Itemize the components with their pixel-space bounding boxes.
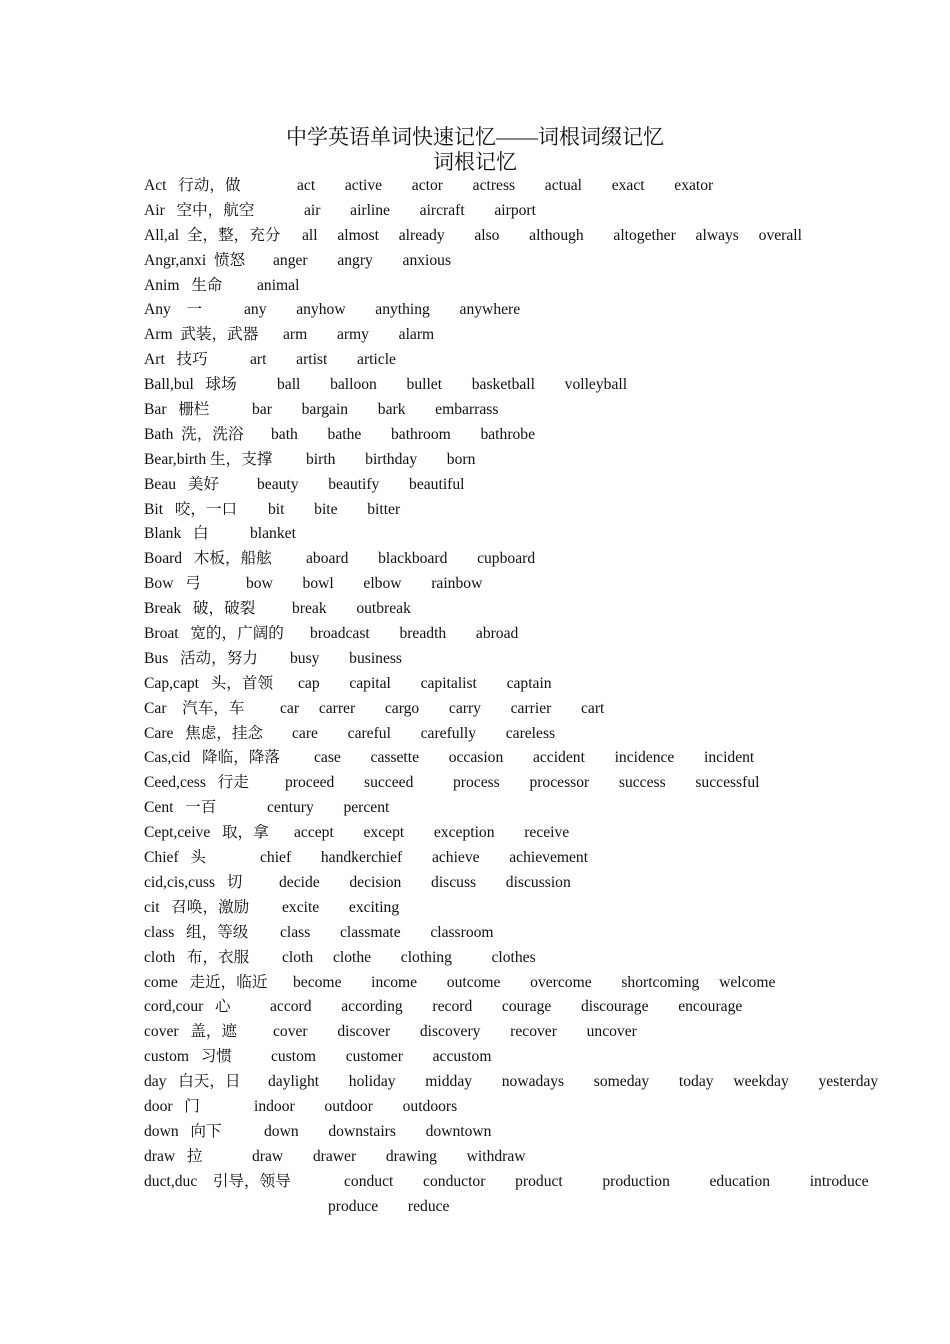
root-label: Act 行动，做 (144, 177, 241, 194)
root-label: Bow 弓 (144, 575, 201, 593)
example-words: class classmate classroom (280, 923, 494, 941)
example-words: century percent (267, 799, 390, 817)
root-label: Bar 栅栏 (144, 401, 210, 419)
root-label: Angr,anxi 愤怒 (144, 251, 246, 269)
list-item (144, 174, 844, 199)
example-words: arm army alarm (283, 326, 435, 344)
example-words: cap capital capitalist captain (298, 674, 552, 692)
example-words: beauty beautify beautiful (257, 475, 465, 493)
example-words: bit bite bitter (268, 500, 401, 518)
example-words: cover discover discovery recover uncover (273, 1023, 637, 1041)
list-item (144, 1145, 844, 1170)
root-label: day 白天，日 (144, 1073, 241, 1091)
list-item (144, 846, 844, 871)
root-label: cid,cis,cuss 切 (144, 873, 243, 891)
root-word-list (144, 174, 879, 1219)
example-words: become income outcome overcome shortcoming welcome (293, 973, 776, 991)
example-words: case cassette occasion accident incidence incident (314, 749, 755, 767)
list-item (144, 348, 844, 373)
example-words: animal (257, 276, 300, 294)
root-label: draw 拉 (144, 1147, 203, 1165)
list-item (144, 597, 844, 622)
example-words: decide decision discuss discussion (279, 873, 571, 891)
example-words: act active actor actress actual exact exator (297, 177, 714, 194)
root-label: Any 一 (144, 301, 203, 319)
root-label: Ball,bul 球场 (144, 376, 237, 394)
example-words: bar bargain bark embarrass (252, 401, 499, 419)
list-item (144, 647, 844, 672)
root-label: Art 技巧 (144, 351, 208, 369)
example-words: accept except exception receive (294, 824, 570, 842)
list-item (144, 946, 844, 971)
list-item (144, 722, 844, 747)
list-item (144, 871, 844, 896)
example-words: bath bathe bathroom bathrobe (271, 425, 536, 443)
example-words: birth birthday born (306, 450, 476, 468)
root-label: Cap,capt 头，首领 (144, 674, 274, 692)
root-label: Board 木板，船舷 (144, 550, 272, 568)
list-item (144, 971, 844, 996)
list-item (144, 448, 844, 473)
list-item (144, 1095, 844, 1120)
root-label: Anim 生命 (144, 276, 223, 294)
example-words: car carrer cargo carry carrier cart (280, 699, 605, 717)
list-item (144, 199, 844, 224)
list-item (144, 572, 844, 597)
root-label: Bath 洗，洗浴 (144, 425, 244, 443)
example-words: blanket (250, 525, 296, 543)
list-item (144, 224, 844, 249)
list-item (144, 1170, 869, 1195)
example-words: indoor outdoor outdoors (254, 1097, 458, 1115)
root-label: cloth 布，衣服 (144, 948, 250, 966)
root-label: Blank 白 (144, 525, 209, 543)
example-words: any anyhow anything anywhere (244, 301, 521, 319)
example-words: busy business (290, 649, 403, 667)
list-item (144, 498, 844, 523)
root-label: All,al 全，整，充分 (144, 226, 281, 244)
root-label: Arm 武装，武器 (144, 326, 259, 344)
example-words: bow bowl elbow rainbow (246, 575, 483, 593)
list-item (144, 274, 844, 299)
root-label: Bit 咬，一口 (144, 500, 238, 518)
example-words: draw drawer drawing withdraw (252, 1147, 526, 1165)
list-item (144, 522, 844, 547)
list-item (144, 1070, 879, 1095)
root-label: Broat 宽的，广阔的 (144, 625, 284, 643)
list-item (144, 622, 844, 647)
list-item (144, 921, 844, 946)
root-label: cord,cour 心 (144, 998, 231, 1016)
example-words: broadcast breadth abroad (310, 625, 519, 643)
root-label: Bear,birth 生，支撑 (144, 450, 273, 468)
root-label: cit 召唤，激励 (144, 898, 250, 916)
example-words: cloth clothe clothing clothes (282, 948, 536, 966)
list-item (144, 796, 844, 821)
example-words: ball balloon bullet basketball volleyball (277, 376, 628, 394)
list-item (144, 398, 844, 423)
root-label: duct,duc 引导，领导 (144, 1172, 291, 1190)
example-words: proceed succeed process processor success successful (285, 774, 760, 792)
example-words: all almost already also although altogether always overall (302, 226, 802, 244)
root-label: Cent 一百 (144, 799, 217, 817)
list-item (144, 323, 844, 348)
root-label: down 向下 (144, 1122, 222, 1140)
list-item (144, 373, 844, 398)
list-item (144, 771, 844, 796)
list-item (144, 423, 844, 448)
example-words: break outbreak (292, 600, 411, 618)
example-words: chief handkerchief achieve achievement (260, 849, 589, 867)
list-item (144, 473, 844, 498)
list-item (144, 1045, 844, 1070)
root-label: cover 盖，遮 (144, 1023, 238, 1041)
list-item (144, 1120, 844, 1145)
example-words: accord according record courage discourage encourage (270, 998, 743, 1016)
root-label: door 门 (144, 1097, 200, 1115)
root-label: Air 空中，航空 (144, 201, 255, 219)
list-item (144, 746, 844, 771)
root-label: Care 焦虑，挂念 (144, 724, 264, 742)
list-item (144, 995, 844, 1020)
section-heading: 词根记忆 (433, 150, 517, 174)
root-label: come 走近，临近 (144, 973, 268, 991)
example-words: air airline aircraft airport (304, 201, 536, 219)
example-words: conduct conductor product production education introduce (344, 1172, 869, 1190)
example-words: excite exciting (282, 898, 400, 916)
root-label: Cas,cid 降临，降落 (144, 749, 281, 767)
list-item (144, 249, 844, 274)
root-label: Car 汽车，车 (144, 699, 245, 717)
list-item (144, 697, 844, 722)
document-title: 中学英语单词快速记忆——词根词缀记忆 (286, 125, 664, 149)
example-words: daylight holiday midday nowadays someday today weekday yesterday (268, 1073, 879, 1091)
list-item-continuation (144, 1195, 844, 1220)
root-label: Ceed,cess 行走 (144, 774, 249, 792)
list-item (144, 672, 844, 697)
example-words: down downstairs downtown (264, 1122, 492, 1140)
root-label: Chief 头 (144, 849, 206, 867)
root-label: Break 破，破裂 (144, 600, 256, 618)
root-label: Cept,ceive 取，拿 (144, 824, 269, 842)
example-words: aboard blackboard cupboard (306, 550, 536, 568)
example-words: produce reduce (328, 1197, 450, 1215)
list-item (144, 298, 844, 323)
example-words: custom customer accustom (271, 1048, 492, 1066)
list-item (144, 896, 844, 921)
root-label: custom 习惯 (144, 1048, 232, 1066)
list-item (144, 821, 844, 846)
example-words: art artist article (250, 351, 396, 369)
list-item (144, 547, 844, 572)
example-words: care careful carefully careless (292, 724, 556, 742)
root-label: class 组，等级 (144, 923, 249, 941)
root-label: Bus 活动，努力 (144, 649, 258, 667)
list-item (144, 1020, 844, 1045)
example-words: anger angry anxious (273, 251, 452, 269)
root-label: Beau 美好 (144, 475, 219, 493)
